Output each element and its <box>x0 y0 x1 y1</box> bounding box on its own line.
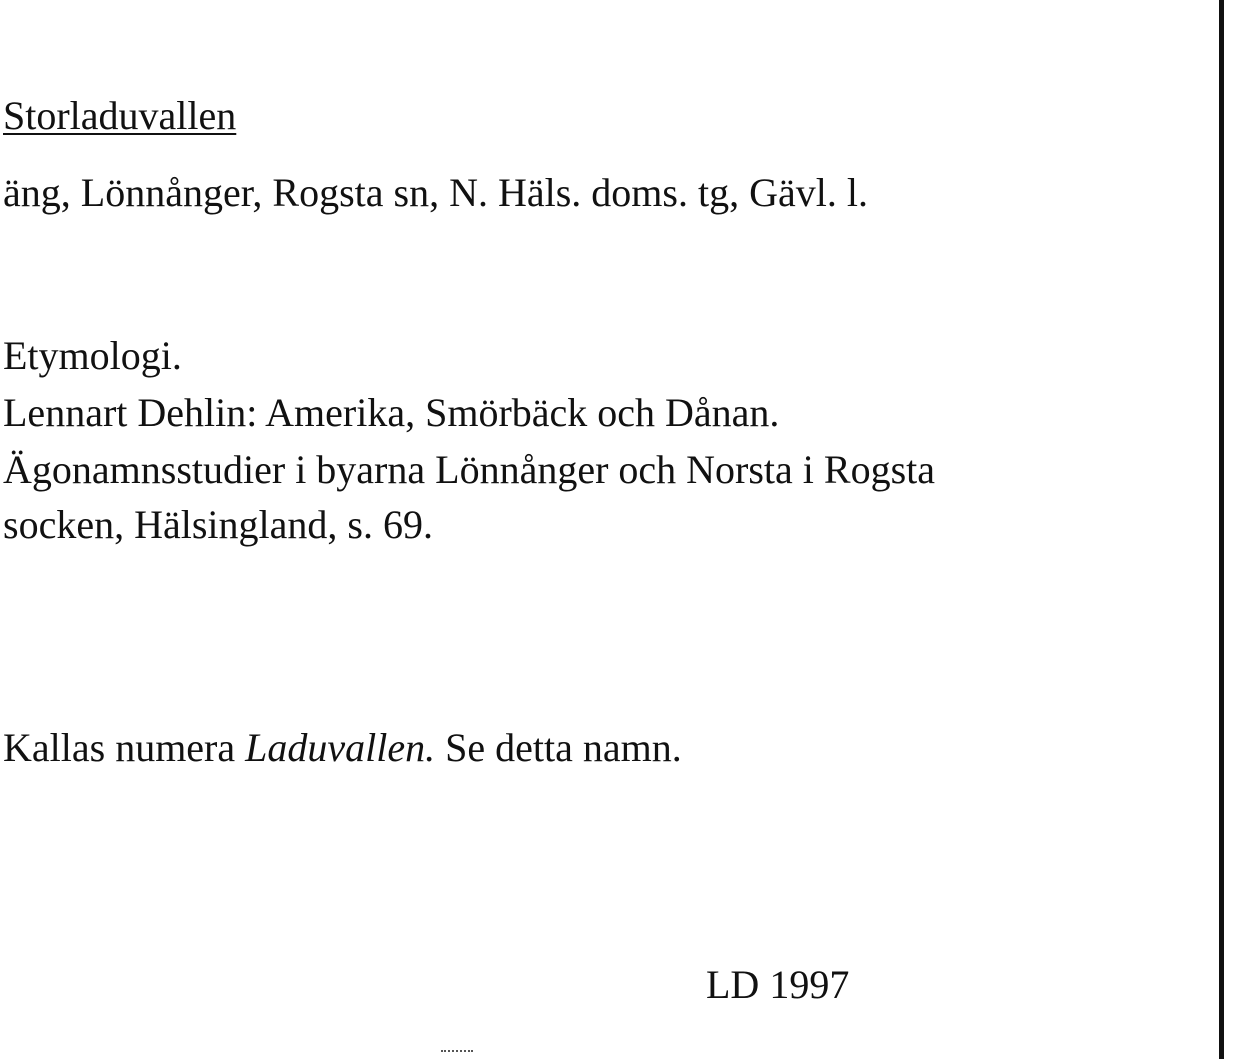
card-title: Storladuvallen <box>3 93 237 138</box>
etymology-heading: Etymologi. <box>3 333 182 378</box>
etymology-reference-line: socken, Hälsingland, s. 69. <box>3 502 433 547</box>
scan-speck <box>441 1050 473 1052</box>
etymology-reference-line: Ägonamnsstudier i byarna Lönnånger och Norsta i Rogsta <box>3 447 936 492</box>
card-edge-border <box>1219 0 1224 1059</box>
etymology-reference-line: Lennart Dehlin: Amerika, Smörbäck och Dånan. <box>3 390 780 435</box>
note-suffix: Se detta namn. <box>435 725 682 770</box>
note-referenced-name: Laduvallen. <box>245 725 436 770</box>
signature: LD 1997 <box>706 962 850 1007</box>
place-description: äng, Lönnånger, Rogsta sn, N. Häls. doms. tg, Gävl. l. <box>3 170 868 215</box>
note-prefix: Kallas numera <box>3 725 246 770</box>
cross-reference-note <box>3 725 682 770</box>
